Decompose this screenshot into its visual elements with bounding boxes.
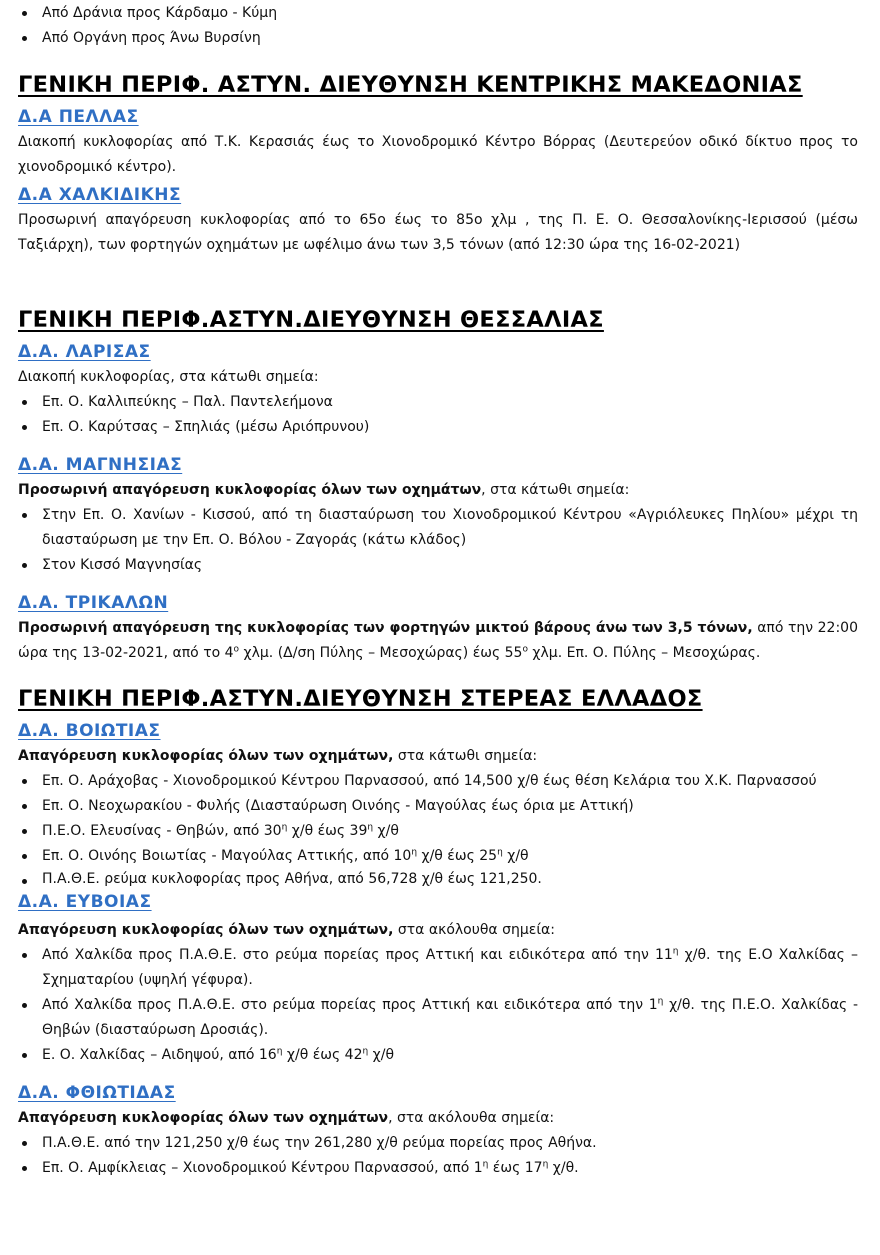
top-list bbox=[18, 1, 858, 51]
list-voiotias bbox=[18, 769, 858, 889]
subheading-voiotias: Δ.Α. ΒΟΙΩΤΙΑΣ bbox=[18, 721, 161, 741]
paragraph-larisas-intro: Διακοπή κυκλοφορίας, στα κάτωθι σημεία: bbox=[18, 369, 319, 385]
superscript: η bbox=[657, 996, 664, 1007]
text: Ε. Ο. Χαλκίδας – Αιδηψού, από 16 bbox=[42, 1047, 277, 1063]
text: Π.Ε.Ο. Ελευσίνας - Θηβών, από 30 bbox=[42, 823, 282, 839]
superscript: η bbox=[411, 847, 418, 858]
list-item: Π.Α.Θ.Ε. ρεύμα κυκλοφορίας προς Αθήνα, από 56,728 χ/θ έως 121,250. bbox=[18, 869, 858, 889]
list-magnisias bbox=[18, 503, 858, 578]
bold-text: Απαγόρευση κυκλοφορίας όλων των οχημάτων bbox=[18, 1110, 389, 1126]
list-item: Επ. Ο. Αράχοβας - Χιονοδρομικού Κέντρου Παρνασσού, από 14,500 χ/θ έως θέση Κελάρια του Χ.Κ. Παρνασσού bbox=[18, 769, 858, 794]
superscript: η bbox=[672, 946, 679, 957]
text: χ/θ έως 25 bbox=[417, 848, 498, 864]
text: χ/θ bbox=[502, 848, 529, 864]
list-item: Από Δράνια προς Κάρδαμο - Κύμη bbox=[18, 1, 858, 26]
text: , στα κάτωθι σημεία: bbox=[481, 482, 630, 498]
list-evoias bbox=[18, 943, 858, 1068]
bold-text: Προσωρινή απαγόρευση κυκλοφορίας όλων των οχημάτων bbox=[18, 482, 482, 498]
list-item bbox=[18, 1043, 858, 1068]
text: Από Χαλκίδα προς Π.Α.Θ.Ε. στο ρεύμα πορείας προς Αττική και ειδικότερα από την 11 bbox=[42, 947, 673, 963]
text: στα ακόλουθα σημεία: bbox=[393, 922, 555, 938]
list-item: Επ. Ο. Καρύτσας – Σπηλιάς (μέσω Αριόπρυνου) bbox=[18, 415, 858, 440]
text: έως 17 bbox=[488, 1160, 543, 1176]
text: χ/θ έως 39 bbox=[287, 823, 368, 839]
document-page bbox=[18, 1, 858, 1181]
subheading-larisas: Δ.Α. ΛΑΡΙΣΑΣ bbox=[18, 342, 151, 362]
list-item: Π.Α.Θ.Ε. από την 121,250 χ/θ έως την 261,280 χ/θ ρεύμα πορείας προς Αθήνα. bbox=[18, 1131, 858, 1156]
subheading-fthiotidas: Δ.Α. ΦΘΙΩΤΙΔΑΣ bbox=[18, 1083, 176, 1103]
paragraph-voiotias-intro bbox=[18, 744, 858, 769]
superscript: ο bbox=[522, 644, 528, 655]
bold-text: Απαγόρευση κυκλοφορίας όλων των οχημάτων, bbox=[18, 748, 394, 764]
section-heading-thessalia: ΓΕΝΙΚΗ ΠΕΡΙΦ.ΑΣΤΥΝ.ΔΙΕΥΘΥΝΣΗ ΘΕΣΣΑΛΙΑΣ bbox=[18, 307, 604, 333]
text: χ/θ bbox=[373, 823, 399, 839]
paragraph-evoias-intro bbox=[18, 918, 858, 943]
text: χ/θ. της Π.Ε.Ο. Χαλκίδας - Θηβών (διασταύρωση Δροσιάς). bbox=[42, 997, 858, 1038]
superscript: η bbox=[276, 1046, 283, 1057]
superscript: η bbox=[482, 1159, 489, 1170]
list-item bbox=[18, 844, 858, 869]
superscript: η bbox=[497, 847, 503, 858]
text: στα κάτωθι σημεία: bbox=[393, 748, 538, 764]
bold-text: Προσωρινή απαγόρευση της κυκλοφορίας των φορτηγών μικτού βάρους άνω των 3,5 τόνων, bbox=[18, 620, 753, 636]
text: χλμ. (Δ/ση Πύλης – Μεσοχώρας) έως 55 bbox=[239, 645, 523, 661]
superscript: η bbox=[542, 1159, 549, 1170]
list-item: Από Οργάνη προς Άνω Βυρσίνη bbox=[18, 26, 858, 51]
subheading-evoias: Δ.Α. ΕΥΒΟΙΑΣ bbox=[18, 892, 152, 912]
paragraph-magnisias-intro bbox=[18, 478, 858, 503]
paragraph-chalkidikis: Προσωρινή απαγόρευση κυκλοφορίας από το 65ο έως το 85ο χλμ , της Π. Ε. Ο. Θεσσαλονίκης-Ιερισσού (μέσω Ταξιάρχη), των φορτηγών οχημάτων με ωφέλιμο άνω των 3,5 τόνων (από 12:30 ώρα της 16-02-2021) bbox=[18, 212, 858, 253]
subheading-trikalon: Δ.Α. ΤΡΙΚΑΛΩΝ bbox=[18, 593, 169, 613]
paragraph-pellas: Διακοπή κυκλοφορίας από Τ.Κ. Κερασιάς έως το Χιονοδρομικό Κέντρο Βόρρας (Δευτερεύον οδικό δίκτυο προς το χιονοδρομικό κέντρο). bbox=[18, 134, 858, 175]
text: χ/θ bbox=[368, 1047, 395, 1063]
subheading-magnisias: Δ.Α. ΜΑΓΝΗΣΙΑΣ bbox=[18, 455, 183, 475]
subheading-chalkidikis: Δ.Α ΧΑΛΚΙΔΙΚΗΣ bbox=[18, 185, 182, 205]
list-item bbox=[18, 943, 858, 993]
text: χ/θ. της Ε.Ο Χαλκίδας – Σχηματαρίου (υψηλή γέφυρα). bbox=[42, 947, 859, 988]
list-item bbox=[18, 993, 858, 1043]
text: από την 22:00 ώρα της 13-02-2021, από το 4 bbox=[18, 620, 858, 661]
section-heading-makedonia: ΓΕΝΙΚΗ ΠΕΡΙΦ. ΑΣΤΥΝ. ΔΙΕΥΘΥΝΣΗ ΚΕΝΤΡΙΚΗΣ ΜΑΚΕΔΟΝΙΑΣ bbox=[18, 72, 803, 98]
text: χ/θ. bbox=[548, 1160, 579, 1176]
text: , στα ακόλουθα σημεία: bbox=[388, 1110, 555, 1126]
text: Επ. Ο. Οινόης Βοιωτίας - Μαγούλας Αττικής, από 10 bbox=[42, 848, 412, 864]
list-item bbox=[18, 1156, 858, 1181]
section-heading-sterea: ΓΕΝΙΚΗ ΠΕΡΙΦ.ΑΣΤΥΝ.ΔΙΕΥΘΥΝΣΗ ΣΤΕΡΕΑΣ ΕΛΛΑΔΟΣ bbox=[18, 686, 703, 712]
list-fthiotidas bbox=[18, 1131, 858, 1181]
text: Επ. Ο. Αμφίκλειας – Χιονοδρομικού Κέντρου Παρνασσού, από 1 bbox=[42, 1160, 483, 1176]
list-item: Στον Κισσό Μαγνησίας bbox=[18, 553, 858, 578]
superscript: η bbox=[367, 822, 374, 833]
paragraph-trikalon bbox=[18, 616, 858, 666]
list-item bbox=[18, 819, 858, 844]
subheading-pellas: Δ.Α ΠΕΛΛΑΣ bbox=[18, 107, 139, 127]
list-item: Επ. Ο. Καλλιπεύκης – Παλ. Παντελεήμονα bbox=[18, 390, 858, 415]
list-larisas bbox=[18, 390, 858, 440]
text: Από Χαλκίδα προς Π.Α.Θ.Ε. στο ρεύμα πορείας προς Αττική και ειδικότερα από την 1 bbox=[42, 997, 658, 1013]
text: χ/θ έως 42 bbox=[282, 1047, 363, 1063]
bold-text: Απαγόρευση κυκλοφορίας όλων των οχημάτων, bbox=[18, 922, 394, 938]
list-item: Στην Επ. Ο. Χανίων - Κισσού, από τη διασταύρωση του Χιονοδρομικού Κέντρου «Αγριόλευκες Πηλίου» μέχρι τη διασταύρωση με την Επ. Ο. Βόλου - Ζαγοράς (κάτω κλάδος) bbox=[18, 503, 858, 553]
superscript: η bbox=[362, 1046, 369, 1057]
paragraph-fthiotidas-intro bbox=[18, 1106, 858, 1131]
superscript: ο bbox=[233, 644, 240, 655]
superscript: η bbox=[281, 822, 288, 833]
text: χλμ. Επ. Ο. Πύλης – Μεσοχώρας. bbox=[527, 645, 761, 661]
list-item: Επ. Ο. Νεοχωρακίου - Φυλής (Διασταύρωση Οινόης - Μαγούλας έως όρια με Αττική) bbox=[18, 794, 858, 819]
